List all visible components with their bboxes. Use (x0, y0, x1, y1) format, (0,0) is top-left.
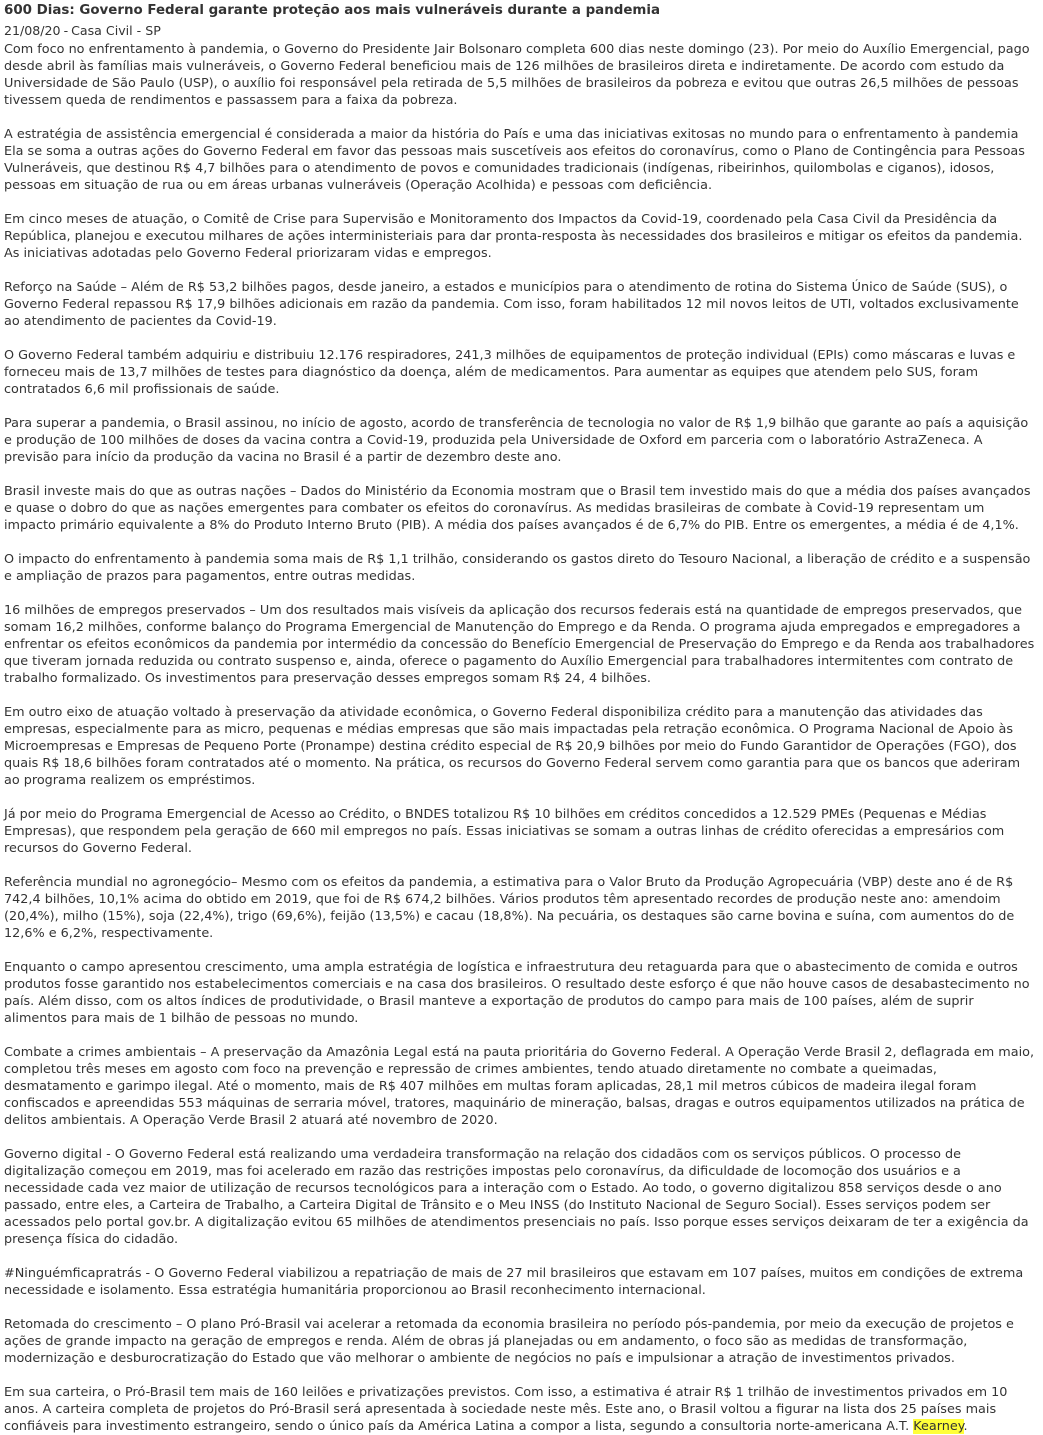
paragraph-14: Combate a crimes ambientais – A preservação da Amazônia Legal está na pauta prioritária do Governo Federal. A Operação Verde Brasil 2, deflagrada em maio, completou três meses em agosto com foco na prevenção e repressão de crimes ambientes, tendo atuado diretamente no combate a queimadas, desmatamento e garimpo ilegal. Até o momento, mais de R$ 407 milhões em multas foram aplicadas, 28,1 mil metros cúbicos de madeira ilegal foram confiscados e apreendidas 553 máquinas de serraria móvel, tratores, maquinário de mineração, balsas, dragas e outros equipamentos utilizados na prática de delitos ambientais. A Operação Verde Brasil 2 atuará até novembro de 2020. (4, 1045, 1035, 1128)
article-meta (4, 22, 1035, 39)
paragraph-18 (4, 1384, 1035, 1435)
paragraph-3: Em cinco meses de atuação, o Comitê de Crise para Supervisão e Monitoramento dos Impactos da Covid-19, coordenado pela Casa Civil da Presidência da República, planejou e executou milhares de ações interministeriais para dar pronta-resposta às necessidades dos brasileiros e mitigar os efeitos da pandemia. As iniciativas adotadas pelo Governo Federal priorizaram vidas e empregos. (4, 212, 1023, 261)
paragraph-17: Retomada do crescimento – O plano Pró-Brasil vai acelerar a retomada da economia brasileira no período pós-pandemia, por meio da execução de projetos e ações de grande impacto na geração de empregos e renda. Além de obras já planejadas ou em andamento, o foco são as medidas de transformação, modernização e desburocratização do Estado que vão melhorar o ambiente de negócios no país e impulsionar a atração de investimentos privados. (4, 1317, 1014, 1366)
paragraph-8: O impacto do enfrentamento à pandemia soma mais de R$ 1,1 trilhão, considerando os gastos direto do Tesouro Nacional, a liberação de crédito e a suspensão e ampliação de prazos para pagamentos, entre outras medidas. (4, 552, 1031, 584)
paragraph-4: Reforço na Saúde – Além de R$ 53,2 bilhões pagos, desde janeiro, a estados e municípios para o atendimento de rotina do Sistema Único de Saúde (SUS), o Governo Federal repassou R$ 17,9 bilhões adicionais em razão da pandemia. Com isso, foram habilitados 12 mil novos leitos de UTI, voltados exclusivamente ao atendimento de pacientes da Covid-19. (4, 280, 1019, 329)
paragraph-12: Referência mundial no agronegócio– Mesmo com os efeitos da pandemia, a estimativa para o Valor Bruto da Produção Agropecuária (VBP) deste ano é de R$ 742,4 bilhões, 10,1% acima do obtido em 2019, que foi de R$ 674,2 bilhões. Vários produtos têm apresentado recordes de produção neste ano: amendoim (20,4%), milho (15%), soja (22,4%), trigo (69,6%), feijão (13,5%) e cacau (18,8%). Na pecuária, os destaques são carne bovina e suína, com aumentos do de 12,6% e 6,2%, respectivamente. (4, 875, 1015, 941)
paragraph-9: 16 milhões de empregos preservados – Um dos resultados mais visíveis da aplicação dos recursos federais está na quantidade de empregos preservados, que somam 16,2 milhões, conforme balanço do Programa Emergencial de Manutenção do Emprego e da Renda. O programa ajuda empregados e empregadores a enfrentar os efeitos econômicos da pandemia por intermédio da concessão do Benefício Emergencial de Preservação do Emprego e da Renda aos trabalhadores que tiveram jornada reduzida ou contrato suspenso e, ainda, oferece o pagamento do Auxílio Emergencial para trabalhadores intermitentes com contrato de trabalho formalizado. Os investimentos para preservação desses empregos somam R$ 24, 4 bilhões. (4, 603, 1035, 686)
paragraph-2: A estratégia de assistência emergencial é considerada a maior da história do País e uma das iniciativas exitosas no mundo para o enfrentamento à pandemia Ela se soma a outras ações do Governo Federal em favor das pessoas mais suscetíveis aos efeitos do coronavírus, como o Plano de Contingência para Pessoas Vulneráveis, que destinou R$ 4,7 bilhões para o atendimento de povos e comunidades tradicionais (indígenas, ribeirinhos, quilombolas e ciganos), idosos, pessoas em situação de rua ou em áreas urbanas vulneráveis (Operação Acolhida) e pessoas com deficiência. (4, 127, 1025, 193)
meta-separator: - (63, 23, 69, 38)
paragraph-10: Em outro eixo de atuação voltado à preservação da atividade econômica, o Governo Federal disponibiliza crédito para a manutenção das atividades das empresas, especialmente para as micro, pequenas e médias empresas que são mais impactadas pela retração econômica. O Programa Nacional de Apoio às Microempresas e Empresas de Pequeno Porte (Pronampe) destina crédito especial de R$ 20,9 bilhões por meio do Fundo Garantidor de Operações (FGO), dos quais R$ 18,6 bilhões foram contratados até o momento. Na prática, os recursos do Governo Federal servem como garantia para que os bancos que aderiram ao programa realizem os empréstimos. (4, 705, 1021, 788)
article-date: 21/08/20 (4, 23, 61, 38)
paragraph-7: Brasil investe mais do que as outras nações – Dados do Ministério da Economia mostram que o Brasil tem investido mais do que a média dos países avançados e quase o dobro do que as nações emergentes para combater os efeitos do coronavírus. As medidas brasileiras de combate à Covid-19 representam um impacto primário equivalente a 8% do Produto Interno Bruto (PIB). A média dos países avançados é de 6,7% do PIB. Entre os emergentes, a média é de 4,1%. (4, 484, 1031, 533)
paragraph-1: Com foco no enfrentamento à pandemia, o Governo do Presidente Jair Bolsonaro completa 600 dias neste domingo (23). Por meio do Auxílio Emergencial, pago desde abril às famílias mais vulneráveis, o Governo Federal beneficiou mais de 126 milhões de brasileiros direta e indiretamente. De acordo com estudo da Universidade de São Paulo (USP), o auxílio foi responsável pela retirada de 5,5 milhões de brasileiros da pobreza e evitou que outras 26,5 milhões de pessoas tivessem queda de rendimentos e passassem para a faixa da pobreza. (4, 42, 1030, 108)
article-body (4, 41, 1035, 1435)
paragraph-11: Já por meio do Programa Emergencial de Acesso ao Crédito, o BNDES totalizou R$ 10 bilhões em créditos concedidos a 12.529 PMEs (Pequenas e Médias Empresas), que respondem pela geração de 660 mil empregos no país. Essas iniciativas se somam a outras linhas de crédito oferecidas a empresários com recursos do Governo Federal. (4, 807, 1005, 856)
paragraph-16: #Ninguémficapratrás - O Governo Federal viabilizou a repatriação de mais de 27 mil brasileiros que estavam em 107 países, muitos em condições de extrema necessidade e isolamento. Essa estratégia humanitária proporcionou ao Brasil reconhecimento internacional. (4, 1266, 1024, 1298)
article-source: Casa Civil - SP (71, 23, 161, 38)
paragraph-6: Para superar a pandemia, o Brasil assinou, no início de agosto, acordo de transferência de tecnologia no valor de R$ 1,9 bilhão que garante ao país a aquisição e produção de 100 milhões de doses da vacina contra a Covid-19, produzida pela Universidade de Oxford em parceria com o laboratório AstraZeneca. A previsão para início da produção da vacina no Brasil é a partir de dezembro deste ano. (4, 416, 1029, 465)
paragraph-13: Enquanto o campo apresentou crescimento, uma ampla estratégia de logística e infraestrutura deu retaguarda para que o abastecimento de comida e outros produtos fosse garantido nos estabelecimentos comerciais e na casa dos brasileiros. O resultado deste esforço é que não houve casos de desabastecimento no país. Além disso, com os altos índices de produtividade, o Brasil manteve a exportação de produtos do campo para mais de 100 países, além de suprir alimentos para mais de 1 bilhão de pessoas no mundo. (4, 960, 1030, 1026)
paragraph-15: Governo digital - O Governo Federal está realizando uma verdadeira transformação na relação dos cidadãos com os serviços públicos. O processo de digitalização começou em 2019, mas foi acelerado em razão das restrições impostas pelo coronavírus, da dificuldade de locomoção dos usuários e a necessidade cada vez maior de utilização de recursos tecnológicos para a interação com o Estado. Ao todo, o governo digitalizou 858 serviços desde o ano passado, entre eles, a Carteira de Trabalho, a Carteira Digital de Trânsito e o Meu INSS (do Instituto Nacional de Seguro Social). Esses serviços podem ser acessados pelo portal gov.br. A digitalização evitou 65 milhões de atendimentos presenciais no país. Isso porque esses serviços deixaram de ter a exigência da presença física do cidadão. (4, 1147, 1029, 1247)
highlighted-term: Kearney (913, 1419, 964, 1434)
paragraph-5: O Governo Federal também adquiriu e distribuiu 12.176 respiradores, 241,3 milhões de equipamentos de proteção individual (EPIs) como máscaras e luvas e forneceu mais de 13,7 milhões de testes para diagnóstico da doença, além de medicamentos. Para aumentar as equipes que atendem pelo SUS, foram contratados 6,6 mil profissionais de saúde. (4, 348, 1016, 397)
article-title: 600 Dias: Governo Federal garante proteção aos mais vulneráveis durante a pandemia (4, 3, 660, 18)
paragraph-18-text: Em sua carteira, o Pró-Brasil tem mais de 160 leilões e privatizações previstos. Com isso, a estimativa é atrair R$ 1 trilhão de investimentos privados em 10 anos. A carteira completa de projetos do Pró-Brasil será apresentada à sociedade neste mês. Este ano, o Brasil voltou a figurar na lista dos 25 países mais confiáveis para investimento estrangeiro, sendo o único país da América Latina a compor a lista, segundo a consultoria norte-americana A.T. (4, 1385, 1008, 1434)
paragraph-18-end: . (963, 1419, 968, 1434)
